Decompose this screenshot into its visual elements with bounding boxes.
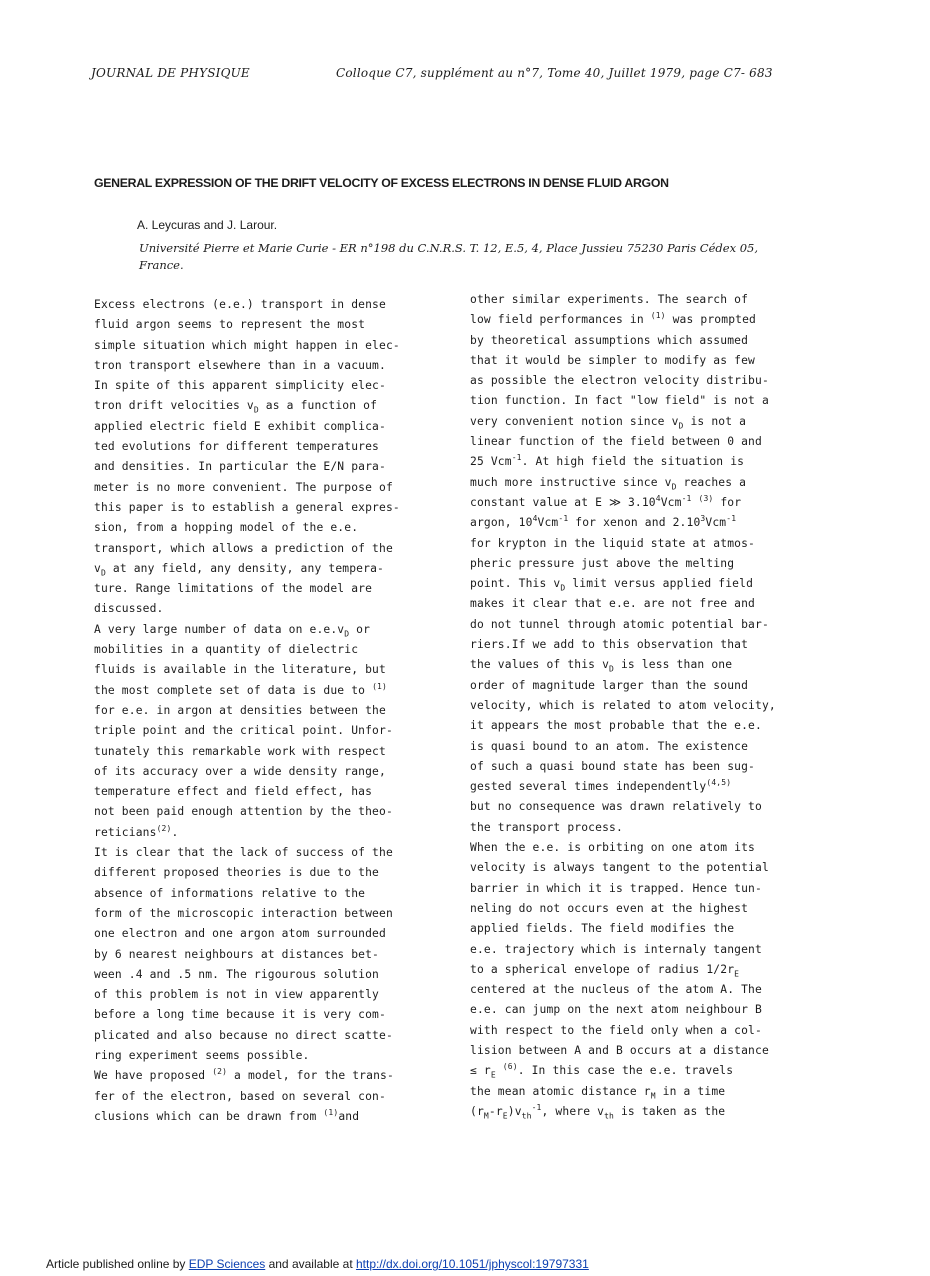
authors: A. Leycuras and J. Larour. [137,218,278,232]
left-column-line: form of the microscopic interaction between [94,906,393,920]
journal-name: JOURNAL DE PHYSIQUE [91,66,250,80]
left-column-line: clusions which can be drawn from $^{(1)}$and [94,1108,360,1123]
right-column-line: much more instructive since $v_D$ reaches a [470,475,747,491]
left-column-line: this paper is to establish a general expres- [94,500,400,514]
left-column-line: fluids is available in the literature, but [94,663,386,677]
left-column-line: of its accuracy over a wide density range, [94,764,386,778]
right-column-line: the mean atomic distance $r_M$ in a time [470,1084,726,1100]
left-column-line: plicated and also because no direct scatte- [94,1028,393,1042]
right-column-line: velocity, which is related to atom velocity, [470,698,776,712]
right-column-line: is quasi bound to an atom. The existence [470,739,749,753]
left-column-line: It is clear that the lack of success of the [94,846,393,860]
right-column-line: riers.If we add to this observation that [470,638,749,652]
left-column-line: tron drift velocities $v_D$ as a function of [94,399,378,415]
right-column-line: applied fields. The field modifies the [470,922,735,936]
right-column-line: for krypton in the liquid state at atmos- [470,536,756,550]
right-column-line: by theoretical assumptions which assumed [470,333,749,347]
left-column-line: discussed. [94,602,164,616]
left-column-line: triple point and the critical point. Unfor- [94,724,393,738]
left-column-line: before a long time because it is very com- [94,1008,386,1022]
right-column-line: point. This $v_D$ limit versus applied field [470,577,754,593]
right-column-line: but no consequence was drawn relatively to [470,800,762,814]
left-column-line: of this problem is not in view apparently [94,988,380,1002]
paper-title: GENERAL EXPRESSION OF THE DRIFT VELOCITY OF EXCESS ELECTRONS IN DENSE FLUID ARGON [94,176,669,190]
right-column-line: velocity is always tangent to the potential [470,861,769,875]
right-column-line: $(r_M-r_E)v_{th}^{-1}$, where $v_{th}$ is taken as the [470,1103,726,1121]
left-column-line: In spite of this apparent simplicity elec- [94,379,386,393]
right-column-line: that it would be simpler to modify as few [470,353,756,367]
right-column-line: argon, $10^4Vcm^{-1}$ for xenon and 2.10$^3$Vcm$^{-1}$ [470,514,737,530]
left-column-line: mobilities in a quantity of dielectric [94,643,359,657]
right-column-line: with respect to the field only when a col- [470,1023,762,1037]
left-column [94,295,456,1127]
citation-line: Colloque C7, supplément au n°7, Tome 40, Juillet 1979, page C7- 683 [336,66,773,80]
left-column-line: $v_D$ at any field, any density, any tempera- [94,561,384,578]
left-column-line: the most complete set of data is due to $^{(1)}$ [94,681,387,697]
right-column-line: low field performances in $^{(1)}$ was prompted [470,311,757,327]
right-column [470,290,832,1122]
left-column-line: simple situation which might happen in elec- [94,338,400,352]
left-column-line: and densities. In particular the E/N para- [94,460,386,474]
publisher-link[interactable]: EDP Sciences [188,1257,266,1271]
left-column-line: fluid argon seems to represent the most [94,318,366,332]
left-column-line: applied electric field E exhibit complica- [94,419,386,433]
left-column-line: temperature effect and field effect, has [94,785,373,799]
left-column-line: sion, from a hopping model of the e.e. [94,521,359,535]
right-column-line: order of magnitude larger than the sound [470,678,749,692]
left-column-line: tron transport elsewhere than in a vacuum. [94,358,386,372]
left-column-line: by 6 nearest neighbours at distances bet- [94,947,380,961]
left-column-line: A very large number of data on $e.e.v_D$ or [94,622,371,638]
right-column-line: do not tunnel through atomic potential bar- [470,617,769,631]
footer-prefix: Article published online by [46,1257,189,1271]
right-column-line: of such a quasi bound state has been sug- [470,759,756,773]
left-column-line: ween .4 and .5 nm. The rigourous solution [94,967,380,981]
left-column-line: Excess electrons (e.e.) transport in dense [94,298,386,311]
left-column-line: different proposed theories is due to the [94,866,380,880]
right-column-line: linear function of the field between 0 and [470,435,762,449]
left-column-line: ted evolutions for different temperatures [94,440,380,454]
left-column-line: reticians$^{(2)}$. [94,823,179,839]
right-column-line: 25 Vcm$^{-1}$. At high field the situation is [470,453,745,469]
right-column-line: the transport process. [470,820,623,834]
left-column-line: We have proposed $^{(2)}$ a model, for the trans- [94,1067,394,1083]
left-column-line: not been paid enough attention by the theo- [94,805,393,819]
right-column-line: lision between A and B occurs at a distance [470,1043,769,1057]
left-column-line: absence of informations relative to the [94,886,366,900]
right-column-line: the values of this $v_D$ is less than one [470,658,733,674]
left-column-line: ture. Range limitations of the model are [94,582,373,596]
right-column-line: it appears the most probable that the e.e. [470,719,762,733]
right-column-line: gested several times independently$^{(4,5)}$ [470,778,732,794]
left-column-line: one electron and one argon atom surrounded [94,927,386,941]
right-column-line: to a spherical envelope of radius $1/2r_E$ [470,962,740,979]
right-column-line: other similar experiments. The search of [470,293,749,306]
right-column-line: When the e.e. is orbiting on one atom its [470,841,756,855]
left-column-line: tunately this remarkable work with respect [94,744,386,758]
left-column-line: meter is no more convenient. The purpose of [94,480,393,494]
right-column-line: centered at the nucleus of the atom A. The [470,983,762,997]
affiliation: Université Pierre et Marie Curie - ER n°198 du C.N.R.S. T. 12, E.5, 4, Place Jussieu 75230 Paris Cédex 05, France. [139,241,758,272]
right-column-line: pheric pressure just above the melting [470,556,735,570]
left-column-line: for e.e. in argon at densities between the [94,703,386,717]
right-column-line: as possible the electron velocity distribu- [470,374,769,388]
left-column-line: fer of the electron, based on several con- [94,1089,386,1103]
doi-link[interactable]: http://dx.doi.org/10.1051/jphyscol:19797331 [355,1257,589,1271]
footer-middle: and available at [265,1257,356,1271]
right-column-line: e.e. trajectory which is internaly tangent [470,942,762,956]
right-column-line: makes it clear that e.e. are not free and [470,597,756,611]
right-column-line: constant value at E ≫ 3.10$^4$Vcm$^{-1}$ $^{(3)}$ for [470,494,742,509]
right-column-line: barrier in which it is trapped. Hence tun- [470,881,762,895]
left-column-line: transport, which allows a prediction of the [94,541,393,555]
right-column-line: tion function. In fact "low field" is not a [470,394,769,408]
right-column-line: neling do not occurs even at the highest [470,901,749,915]
right-column-line: e.e. can jump on the next atom neighbour B [470,1003,762,1017]
left-column-line: ring experiment seems possible. [94,1048,310,1062]
right-column-line: very convenient notion since $v_D$ is not a [470,414,747,431]
right-column-line: ≤ $r_E$ $^{(6)}$. In this case the e.e. travels [470,1062,734,1080]
footer [46,1257,589,1271]
